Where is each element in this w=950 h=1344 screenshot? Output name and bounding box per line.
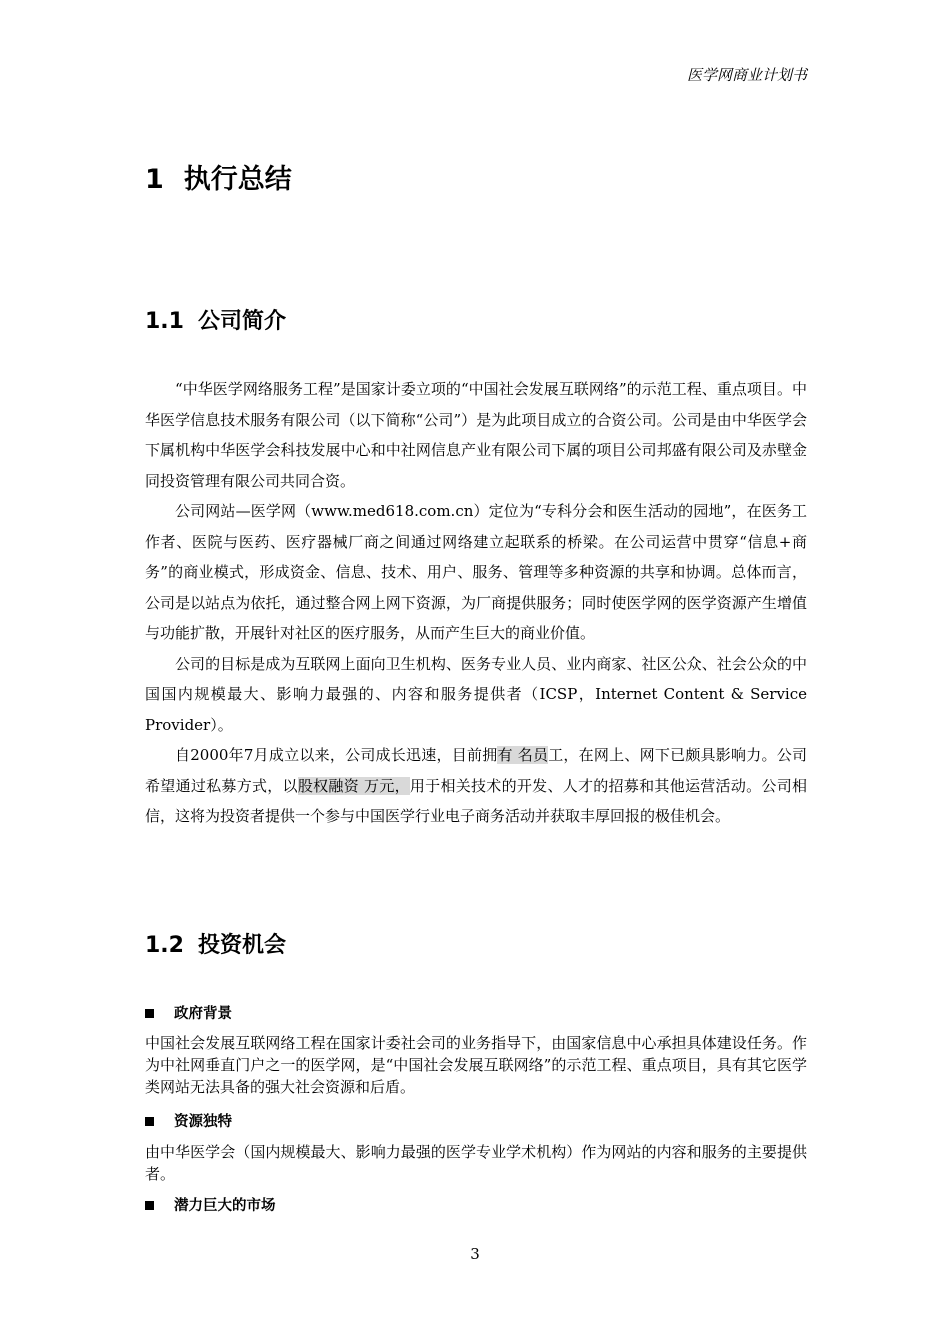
bullet-title: 政府背景: [174, 1006, 232, 1022]
chapter-title: 执行总结: [183, 164, 292, 195]
section-title: 公司简介: [197, 309, 286, 334]
highlighted-placeholder: 股权融资 万元，: [297, 776, 410, 795]
paragraph-text: 自2000年7月成立以来，公司成长迅速，目前拥: [175, 746, 498, 764]
section-number: 1.1: [145, 309, 184, 334]
paragraph: “中华医学网络服务工程”是国家计委立项的“中国社会发展互联网络”的示范工程、重点项目。中华医学信息技术服务有限公司（以下简称“公司”）是为此项目成立的合资公司。公司是由中华医学会下属机构中华医学会科技发展中心和中社网信息产业有限公司下属的项目公司邦盛有限公司及赤壁金同投资管理有限公司共同合资。: [145, 380, 807, 490]
bullet-heading: [145, 1002, 232, 1023]
square-bullet-icon: [145, 1117, 154, 1126]
section-heading-investment: [145, 928, 286, 959]
running-header: 医学网商业计划书: [686, 66, 807, 84]
chapter-number: 1: [145, 164, 164, 195]
paragraph: 中国社会发展互联网络工程在国家计委社会司的业务指导下，由国家信息中心承担具体建设任务。作为中社网垂直门户之一的医学网，是“中国社会发展互联网络”的示范工程、重点项目，具有其它医学类网站无法具备的强大社会资源和后盾。: [145, 1034, 807, 1096]
chapter-heading: [145, 157, 292, 196]
square-bullet-icon: [145, 1201, 154, 1210]
paragraph: 公司的目标是成为互联网上面向卫生机构、医务专业人员、业内商家、社区公众、社会公众的中国国内规模最大、影响力最强的、内容和服务提供者（ICSP，Internet Content & Service Provider）。: [145, 654, 807, 734]
bullet-body: [145, 1032, 807, 1098]
paragraph: 公司网站—医学网（www.med618.com.cn）定位为“专科分会和医生活动的园地”，在医务工作者、医院与医药、医疗器械厂商之间通过网络建立起联系的桥梁。在公司运营中贯穿“信息+商务”的商业模式，形成资金、信息、技术、用户、服务、管理等多种资源的共享和协调。总体而言，公司是以站点为依托，通过整合网上网下资源，为厂商提供服务；同时使医学网的医学资源产生增值与功能扩散，开展针对社区的医疗服务，从而产生巨大的商业价值。: [145, 502, 807, 642]
bullet-heading: [145, 1194, 276, 1215]
square-bullet-icon: [145, 1009, 154, 1018]
paragraph: 由中华医学会（国内规模最大、影响力最强的医学专业学术机构）作为网站的内容和服务的主要提供者。: [145, 1143, 807, 1183]
company-intro-body: [145, 374, 807, 832]
paragraph-text: 用于相关技术的开发、人才的招募和其他运营活动。公司相信，这将为投资者提供一个参与中国医学行业电子商务活动并获取丰厚回报的极佳机会。: [145, 776, 807, 825]
paragraph-text: 工，在网上、网下已颇具影响力。公司希望通过私募方式，以: [145, 746, 807, 795]
bullet-title: 资源独特: [174, 1114, 232, 1130]
page-number: 3: [470, 1245, 480, 1263]
bullet-heading: [145, 1110, 232, 1131]
bullet-title: 潜力巨大的市场: [174, 1198, 276, 1214]
section-number: 1.2: [145, 933, 184, 958]
section-heading-company: [145, 304, 286, 335]
section-title: 投资机会: [197, 933, 286, 958]
highlighted-placeholder: 有 名员: [497, 746, 549, 764]
bullet-body: [145, 1141, 807, 1185]
paragraph: [145, 740, 807, 832]
